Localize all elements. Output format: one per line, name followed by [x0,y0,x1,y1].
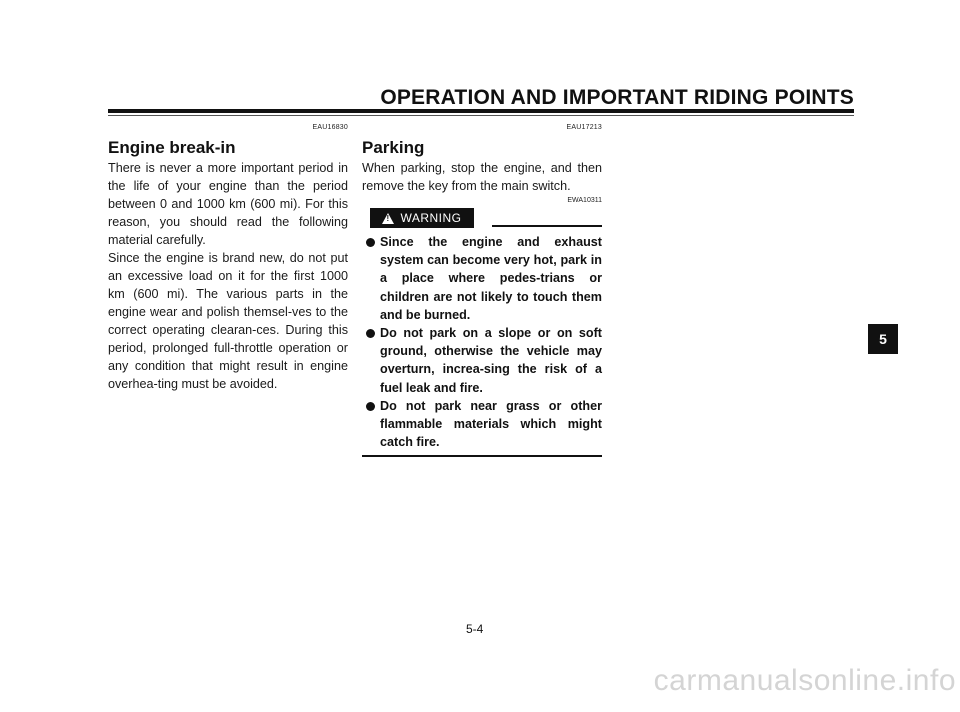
bullet-icon [366,402,375,411]
right-column [362,124,602,457]
warning-header-line [492,225,602,227]
left-column [108,124,348,393]
warning-item-text: Do not park on a slope or on soft ground, otherwise the vehicle may overturn, increa-sing the risk of a fuel leak and fire. [380,326,602,395]
bullet-icon [366,329,375,338]
section-code: EAU17213 [566,124,602,131]
warning-item [362,397,602,452]
watermark: carmanualsonline.info [653,664,956,697]
page-number: 5-4 [466,622,484,636]
warning-item-text: Since the engine and exhaust system can become very hot, park in a place where pedes-trians or children are not likely to touch them and be burned. [380,235,602,322]
chapter-tab: 5 [868,324,898,354]
section-title-parking: Parking [362,138,425,157]
warning-code: EWA10311 [567,197,602,204]
warning-list [362,233,602,451]
warning-item [362,233,602,324]
warning-footer-line [362,455,602,457]
warning-item [362,324,602,397]
header-rule-thin [108,115,854,116]
section-title-engine-break-in: Engine break-in [108,138,236,157]
warning-triangle-icon [382,213,394,224]
bullet-icon [366,238,375,247]
paragraph: There is never a more important period in the life of your engine than the period between 0 and 1000 km (600 mi). For this reason, you should read the following material carefully. [108,161,348,247]
warning-badge [370,208,474,228]
warning-item-text: Do not park near grass or other flammable materials which might catch fire. [380,398,602,450]
warning-header [362,208,602,228]
warning-label: WARNING [400,211,462,225]
header-rule [108,109,854,113]
section-code: EAU16830 [312,124,348,131]
paragraph: Since the engine is brand new, do not put an excessive load on it for the first 1000 km (600 mi). The various parts in the engine wear and polish themsel-ves to the correct operating clearan-ces. During this period, prolonged full-throttle operation or any condition that might result in engine overhea-ting must be avoided. [108,251,348,391]
paragraph: When parking, stop the engine, and then remove the key from the main switch. [362,161,602,193]
page-header-title: OPERATION AND IMPORTANT RIDING POINTS [380,86,854,109]
